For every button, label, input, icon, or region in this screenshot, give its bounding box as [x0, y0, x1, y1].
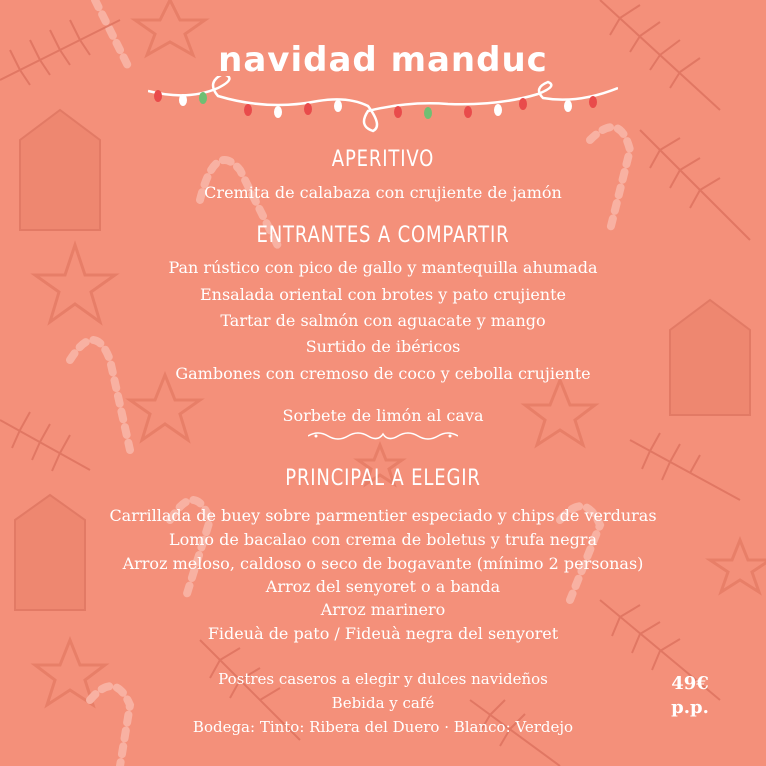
- menu-item: Fideuà de pato / Fideuà negra del senyoret: [207, 624, 559, 643]
- light-bulb-icon: [274, 106, 282, 118]
- heading-aperitivo: APERITIVO: [331, 147, 435, 172]
- menu-title: navidad manduc: [218, 40, 548, 80]
- light-bulb-icon: [464, 106, 472, 118]
- light-bulb-icon: [334, 100, 342, 112]
- string-lights-decoration: [148, 76, 618, 136]
- extras-item: Bodega: Tinto: Ribera del Duero · Blanco: Verdejo: [192, 718, 574, 736]
- sorbete-item: Sorbete de limón al cava: [282, 406, 484, 425]
- menu-item: Tartar de salmón con aguacate y mango: [220, 311, 546, 330]
- light-bulb-icon: [519, 98, 527, 110]
- menu-item: Arroz del senyoret o a banda: [265, 577, 501, 596]
- menu-item: Lomo de bacalao con crema de boletus y trufa negra: [168, 530, 597, 549]
- menu-item: Arroz marinero: [320, 600, 446, 619]
- heading-entrantes: ENTRANTES A COMPARTIR: [256, 223, 510, 248]
- light-bulb-icon: [154, 90, 162, 102]
- light-bulb-icon: [199, 92, 207, 104]
- light-bulb-icon: [244, 104, 252, 116]
- light-bulb-icon: [564, 100, 572, 112]
- menu-item: Arroz meloso, caldoso o seco de bogavante (mínimo 2 personas): [122, 554, 644, 573]
- price-badge: [660, 672, 720, 720]
- light-bulb-icon: [589, 96, 597, 108]
- menu-item: Carrillada de buey sobre parmentier especiado y chips de verduras: [109, 506, 657, 525]
- heading-principal: PRINCIPAL A ELEGIR: [285, 466, 481, 491]
- price-unit: p.p.: [671, 697, 709, 718]
- extras-item: Postres caseros a elegir y dulces navideños: [218, 670, 548, 688]
- menu-item: Pan rústico con pico de gallo y mantequilla ahumada: [168, 258, 598, 277]
- menu-item: Gambones con cremoso de coco y cebolla crujiente: [175, 364, 591, 383]
- light-bulb-icon: [494, 104, 502, 116]
- light-bulb-icon: [179, 94, 187, 106]
- squiggle-divider-icon: [308, 428, 458, 444]
- light-bulb-icon: [304, 103, 312, 115]
- light-bulb-icon: [394, 106, 402, 118]
- menu-item: Cremita de calabaza con crujiente de jamón: [204, 183, 562, 202]
- price-amount: 49€: [671, 673, 709, 694]
- light-bulb-icon: [424, 107, 432, 119]
- menu-item: Ensalada oriental con brotes y pato crujiente: [199, 285, 567, 304]
- extras-item: Bebida y café: [331, 694, 435, 712]
- menu-item: Surtido de ibéricos: [305, 337, 461, 356]
